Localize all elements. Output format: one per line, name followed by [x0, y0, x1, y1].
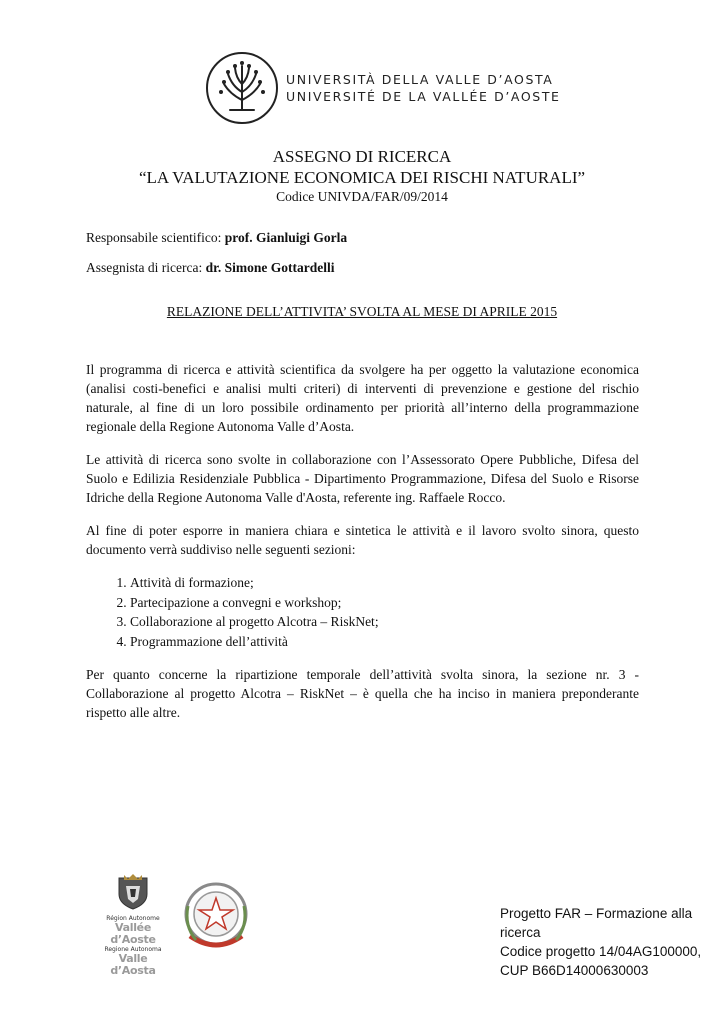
footer-project-info	[500, 904, 714, 980]
body-text	[86, 360, 639, 736]
university-logo	[204, 50, 561, 126]
logo-text-fr-big: Vallée d’Aoste	[110, 921, 156, 946]
footer-project-code: Codice progetto 14/04AG100000,	[500, 944, 702, 959]
logo-text-it-small: Regione Autonoma	[104, 946, 162, 953]
tree-emblem-icon	[204, 50, 280, 126]
footer-cup: CUP B66D14000630003	[500, 963, 649, 978]
university-name-fr: UNIVERSITÉ DE LA VALLÉE D’AOSTE	[286, 89, 561, 104]
report-title: RELAZIONE DELL’ATTIVITA’ SVOLTA AL MESE DI APRILE 2015	[166, 304, 558, 319]
document-title	[0, 146, 724, 206]
sections-list	[86, 573, 639, 651]
list-item: 4. Programmazione dell’attività	[130, 632, 639, 652]
responsabile-label: Responsabile scientifico:	[86, 230, 225, 245]
logo-text-fr-small: Région Autonome	[106, 915, 160, 922]
document-code: Codice UNIVDA/FAR/09/2014	[276, 189, 448, 204]
paragraph-sections-intro: Al fine di poter esporre in maniera chiara e sintetica le attività e il lavoro svolto sinora, questo documento verrà suddiviso nelle seguenti sezioni:	[86, 523, 639, 557]
responsabile-line	[86, 230, 347, 246]
paragraph-collaboration: Le attività di ricerca sono svolte in collaborazione con l’Assessorato Opere Pubbliche, Difesa del Suolo e Edilizia Residenziale Pubblica - Dipartimento Programmazione, Difesa del Suolo e Risorse Idriche della Regione Autonoma Valle d'Aosta, referente ing. Raffaele Rocco.	[86, 452, 639, 505]
list-item: 2. Partecipazione a convegni e workshop;	[130, 593, 639, 613]
responsabile-name: prof. Gianluigi Gorla	[224, 230, 348, 245]
list-item: 1. Attività di formazione;	[130, 573, 639, 593]
paragraph-program: Il programma di ricerca e attività scientifica da svolgere ha per oggetto la valutazione economica (analisi costi-benefici e analisi multi criteri) di interventi di prevenzione e gestione del rischio naturale, al fine di un loro possibile ordinamento per priorità all’interno della programmazione regionale della Regione Autonoma Valle d’Aosta.	[86, 362, 639, 434]
footer-project-name: Progetto FAR – Formazione alla ricerca	[500, 906, 693, 940]
italian-republic-emblem-icon	[178, 876, 254, 958]
valle-aosta-logo	[96, 872, 170, 977]
paragraph-time-distribution: Per quanto concerne la ripartizione temporale dell’attività svolta sinora, la sezione nr. 3 - Collaborazione al progetto Alcotra – RiskNet – è quella che ha inciso in maniera preponderante rispetto alle altre.	[86, 667, 639, 720]
assegnista-label: Assegnista di ricerca:	[86, 260, 206, 275]
title-line-2: “LA VALUTAZIONE ECONOMICA DEI RISCHI NATURALI”	[138, 168, 586, 187]
valle-aosta-crest-icon	[116, 872, 150, 910]
university-name-it: UNIVERSITÀ DELLA VALLE D’AOSTA	[286, 72, 554, 87]
assegnista-name: dr. Simone Gottardelli	[205, 260, 335, 275]
footer-logos	[96, 872, 266, 977]
assegnista-line	[86, 260, 334, 276]
title-line-1: ASSEGNO DI RICERCA	[272, 147, 452, 166]
list-item: 3. Collaborazione al progetto Alcotra – RiskNet;	[130, 612, 639, 632]
university-name	[286, 71, 561, 105]
logo-text-it-big: Valle d’Aosta	[110, 952, 156, 977]
